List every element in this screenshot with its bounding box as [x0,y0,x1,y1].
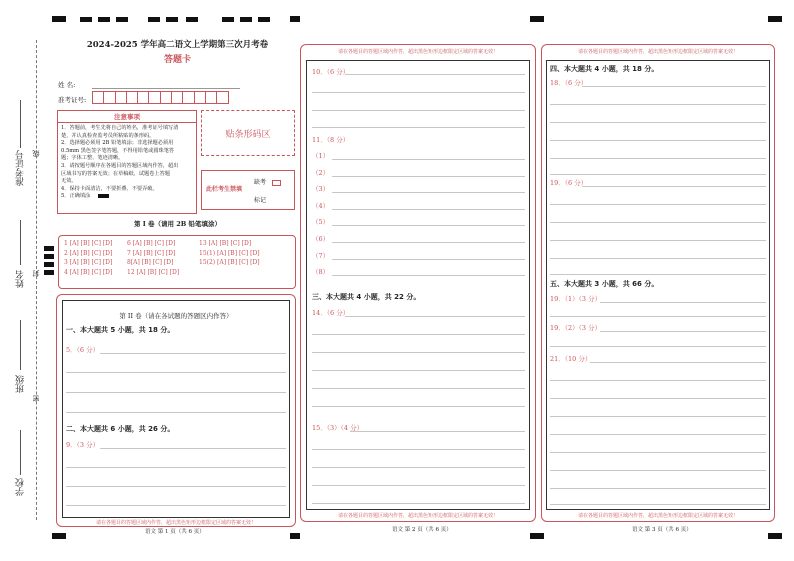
subquestion-row [312,168,525,180]
choice-row[interactable]: 15(2) [A] [B] [C] [D] [199,259,260,267]
absent-missing-line1: 缺考 [254,179,267,186]
page-subtitle: 答题卡 [163,55,191,65]
part2-title: 第 II 卷（请在各试题的答题区内作答） [119,312,233,320]
notice-item: 区域书写的答案无效；在草稿纸、试题卷上答题 [61,170,170,177]
answer-line[interactable] [332,209,525,210]
page1-warning: 请在各题目的答题区域内作答，超出黑色矩形边框限定区域的答案无效！ [95,520,256,526]
answer-line[interactable] [550,122,766,123]
side-exam-id-line [20,100,21,148]
answer-line[interactable] [332,242,525,243]
answer-line[interactable] [550,346,766,347]
part1-col2 [127,239,179,277]
answer-line[interactable] [312,467,525,468]
exam-id-label: 准考证号: [58,96,87,104]
answer-line[interactable] [312,370,525,371]
subquestion-label: （4） [312,201,330,210]
timing-mark [222,17,234,22]
answer-line[interactable] [550,316,766,317]
answer-line[interactable] [345,316,525,317]
answer-line[interactable] [582,86,766,87]
timing-mark [166,17,178,22]
page2-sec3-heading: 三、本大题共 4 小题，共 22 分。 [312,293,421,301]
answer-line[interactable] [550,416,766,417]
subquestion-label: （3） [312,185,330,194]
timing-mark [258,17,270,22]
subquestion-label: （5） [312,218,330,227]
answer-line[interactable] [582,186,766,187]
filled-mark-sample [98,194,109,198]
subquestion-label: （6） [312,235,330,243]
timing-mark [116,17,128,22]
side-class-line [20,320,21,370]
timing-mark [44,270,54,275]
timing-mark [44,262,54,267]
choice-row[interactable]: 12 [A] [B] [C] [D] [127,268,180,276]
page2-warning-bottom: 请在各题目的答题区域内作答，超出黑色矩形边框限定区域的答案无效！ [337,513,498,519]
page3-sec4-heading: 四、本大题共 4 小题，共 18 分。 [550,65,659,73]
subquestion-row [312,234,525,246]
notice-heading: 注意事项 [58,111,196,123]
answer-line[interactable] [312,449,525,450]
notice-item: 2．选择题必须用 2B 铅笔填涂；非选择题必须用 [61,140,174,147]
subquestion-label: （8） [312,268,330,277]
answer-line[interactable] [550,488,766,489]
answer-line[interactable] [550,274,766,275]
exam-id-boxes[interactable] [92,91,240,104]
choice-row[interactable]: 2 [A] [B] [C] [D] [64,249,113,257]
answer-line[interactable] [350,431,525,432]
answer-line[interactable] [332,159,525,160]
answer-line[interactable] [550,398,766,399]
side-xian-label: 线 [32,150,40,157]
answer-line[interactable] [550,240,766,241]
timing-mark [768,533,782,539]
page3-warning-top: 请在各题目的答题区域内作答，超出黑色矩形边框限定区域的答案无效！ [577,49,738,55]
answer-line[interactable] [332,259,525,260]
name-label: 姓 名: [58,81,76,89]
answer-line[interactable] [550,140,766,141]
notice-list [58,123,196,203]
timing-mark [44,246,54,251]
page1-footer: 语文 第 1 页（共 6 页） [145,529,205,535]
answer-line[interactable] [600,331,766,332]
name-field[interactable] [92,88,240,89]
part2-sec2-heading: 二、本大题共 6 小题，共 26 分。 [66,425,175,433]
exam-id-digit-box[interactable] [216,91,228,104]
subquestion-label: （7） [312,251,330,260]
absent-checkbox[interactable] [272,180,281,186]
page3-footer: 语文 第 3 页（共 6 页） [632,527,692,533]
timing-mark [52,16,66,22]
answer-line[interactable] [312,503,525,504]
question-19-1-label: 19．（1）（3 分） [550,295,602,303]
answer-line[interactable] [590,362,766,363]
choice-row[interactable]: 6 [A] [B] [C] [D] [127,240,176,247]
answer-line[interactable] [550,158,766,159]
subquestion-row [312,217,525,229]
choice-row[interactable]: 15(1) [A] [B] [C] [D] [199,249,260,257]
timing-mark [98,17,110,22]
answer-line[interactable] [550,222,766,223]
side-name-label: 姓名 [16,270,26,288]
subquestion-row [312,267,525,279]
part1-box [58,235,296,289]
notice-box [57,110,197,214]
notice-item: 5．正确填涂 [61,193,193,201]
question-11-label: 11．（8 分） [312,136,350,144]
choice-row[interactable]: 8[A] [B] [C] [D] [127,259,174,267]
answer-line[interactable] [550,380,766,381]
part1-col3 [199,239,260,268]
question-18-label: 18．（6 分） [550,79,588,87]
question-5-label: 5．（6 分） [66,346,100,354]
timing-mark [290,533,300,539]
part1-col1 [64,239,112,277]
notice-item: 3．请按题号顺序在各题目的答题区域内作答，超出 [61,162,179,169]
notice-item: 楚，并认真检查监考员所粘贴的条形码。 [61,132,155,139]
page2-footer: 语文 第 2 页（共 6 页） [392,527,452,533]
timing-mark [148,17,160,22]
answer-line[interactable] [550,174,766,175]
answer-line[interactable] [312,352,525,353]
side-class-label: 班级 [16,375,26,393]
answer-line[interactable] [550,470,766,471]
answer-line[interactable] [550,504,766,505]
answer-line[interactable] [550,258,766,259]
choice-row[interactable]: 13 [A] [B] [C] [D] [199,240,252,247]
question-21-label: 21．（10 分） [550,355,592,363]
timing-mark [530,16,544,22]
answer-line[interactable] [312,485,525,486]
side-exam-id-label: 准考证号 [16,150,26,186]
absent-box [201,170,295,210]
notice-item: 题；字体工整、笔迹清晰。 [61,155,124,162]
answer-line[interactable] [332,192,525,193]
notice-item: 1．答题前，考生先将自己的姓名，准考证号填写清 [61,125,179,131]
side-feng-label: 封 [32,270,40,277]
choice-row[interactable]: 1 [A] [B] [C] [D] [64,240,113,247]
page3-warning-bottom: 请在各题目的答题区域内作答，超出黑色矩形边框限定区域的答案无效！ [577,513,738,519]
timing-mark [52,533,66,539]
barcode-area-label: 贴条形码区 [225,129,271,140]
answer-line[interactable] [332,275,525,276]
part1-title: 第 I 卷（请用 2B 铅笔填涂） [133,220,222,228]
barcode-area [201,110,295,156]
answer-line[interactable] [550,104,766,105]
timing-mark [80,17,92,22]
answer-line[interactable] [332,176,525,177]
side-name-line [20,220,21,265]
side-school-line [20,430,21,475]
question-19-label: 19．（6 分） [550,179,588,187]
answer-line[interactable] [550,204,766,205]
question-14-label: 14．（6 分） [312,309,350,317]
choice-row[interactable]: 7 [A] [B] [C] [D] [127,249,176,257]
binding-dashed-line [36,40,37,520]
timing-mark [186,17,198,22]
subquestion-label: （2） [312,168,330,177]
side-school-label: 学校 [16,478,26,496]
absent-label: 此栏考生禁填 [206,186,243,193]
answer-line[interactable] [312,388,525,389]
subquestion-row [312,251,525,263]
notice-item: 无效。 [61,178,77,185]
notice-item: 0.5mm 黑色签字笔答题，不得用铅笔或圆珠笔答 [61,147,175,154]
timing-mark [44,254,54,259]
answer-line[interactable] [332,225,525,226]
answer-line[interactable] [550,434,766,435]
answer-line[interactable] [600,302,766,303]
subquestion-row [312,184,525,196]
question-19-2-label: 19．（2）（3 分） [550,324,602,332]
part2-sec1-heading: 一、本大题共 5 小题，共 18 分。 [66,326,175,334]
choice-row[interactable]: 3 [A] [B] [C] [D] [64,259,113,267]
timing-mark [530,533,544,539]
page-title: 2024-2025 学年高二语文上学期第三次月考卷 [86,40,269,50]
question-9-label: 9．（3 分） [66,441,100,449]
subquestion-row [312,201,525,213]
answer-line[interactable] [550,452,766,453]
page2-warning-top: 请在各题目的答题区域内作答，超出黑色矩形边框限定区域的答案无效！ [337,49,498,55]
subquestion-label: （1） [312,152,330,160]
timing-mark [240,17,252,22]
timing-mark [768,16,782,22]
question-10-label: 10．（6 分） [312,68,350,76]
side-mi-label: 密 [32,395,40,402]
answer-line[interactable] [312,406,525,407]
notice-item: 4．保持卡面清洁，不要折叠、不要弄破。 [61,185,158,192]
answer-line[interactable] [312,334,525,335]
timing-mark [290,16,300,22]
page3-sec5-heading: 五、本大题共 3 小题，共 66 分。 [550,280,659,288]
question-15-label: 15．（3）（4 分） [312,424,364,432]
subquestion-row [312,151,525,163]
absent-missing-line2: 标记 [254,197,267,204]
choice-row[interactable]: 4 [A] [B] [C] [D] [64,268,113,276]
